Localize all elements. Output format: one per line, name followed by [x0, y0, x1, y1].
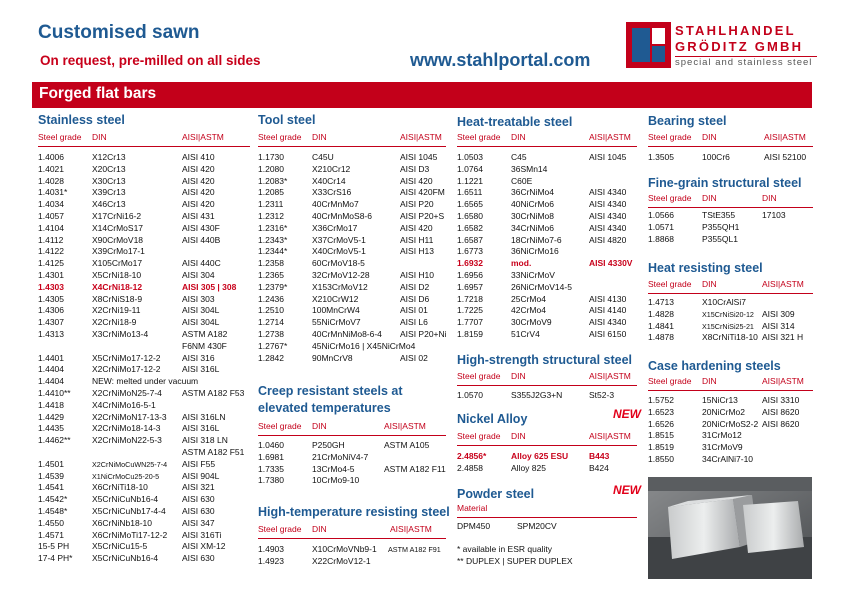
logo-name: STAHLHANDEL GRÖDITZ GMBH: [675, 23, 804, 54]
grade-cell: 1.4404: [38, 364, 64, 375]
section-title-powder: Powder steel: [457, 487, 535, 501]
din-cell: 36CrNiMo4: [511, 187, 554, 198]
grade-cell: 1.4112: [38, 234, 64, 245]
grade-cell: 1.6511: [457, 187, 483, 198]
grade-cell: 1.0764: [457, 163, 483, 174]
din-cell: 34CrAlNi7-10: [702, 453, 754, 464]
din-cell: S355J2G3+N: [511, 390, 563, 400]
din-cell: P355QL1: [702, 233, 738, 244]
grade-cell: 1.4125: [38, 258, 64, 269]
aisi-cell: B443: [589, 451, 610, 461]
din-cell: X4CrNiMo16-5-1: [92, 399, 156, 410]
aisi-cell: AISI 8620: [762, 406, 800, 417]
aisi-cell: ASTM A182 F53: [182, 387, 245, 398]
new-badge-nickel: NEW: [613, 407, 641, 421]
aisi-cell: AISI XM-12: [182, 541, 226, 552]
aisi-cell: AISI 420: [400, 175, 433, 186]
aisi-cell: AISI L6: [400, 317, 428, 328]
section-title-finegrain: Fine-grain structural steel: [648, 176, 802, 190]
din-cell: 36SMn14: [511, 163, 548, 174]
din-cell: 30CrNiMo8: [511, 210, 554, 221]
footnote-duplex: ** DUPLEX | SUPER DUPLEX: [457, 556, 573, 566]
grade-cell: 1.4923: [258, 555, 284, 566]
grade-cell: 1.4429: [38, 411, 64, 422]
grade-cell: 1.6956: [457, 269, 483, 280]
din-cell: X2CrNiMoN17-13-3: [92, 411, 167, 422]
logo-mark-icon: [626, 22, 671, 68]
grade-cell: 1.2767*: [258, 340, 288, 351]
table-header-bearing: Steel grade DIN AISI|ASTM: [648, 132, 813, 147]
banner-title: Forged flat bars: [39, 85, 157, 102]
grade-cell: 1.4542*: [38, 494, 68, 505]
din-cell: 20NiCrMo2: [702, 406, 745, 417]
grade-cell: 1.2085: [258, 187, 284, 198]
din-cell: X4CrNi18-12: [92, 281, 143, 292]
din-cell: TStE355: [702, 210, 736, 220]
section-title-hightemp: High-temperature resisting steel: [258, 505, 450, 519]
din-cell: X2CrNiMoN22-5-3: [92, 435, 162, 446]
grade-cell: 1.4401: [38, 352, 64, 363]
grade-cell: 1.6957: [457, 281, 483, 292]
aisi-cell: AISI 440B: [182, 234, 221, 245]
din-cell: 21CrMoNiV4-7: [312, 451, 369, 462]
din-cell: X8CrNiTi18-10: [702, 332, 758, 343]
aisi-cell: AISI 420: [400, 222, 433, 233]
grade-cell: 2.4858: [457, 462, 483, 473]
aisi-cell: AISI 410: [182, 152, 215, 162]
grade-cell: 1.4404: [38, 376, 64, 387]
grade-cell: 1.4021: [38, 163, 64, 174]
grade-cell: 1.2343*: [258, 234, 288, 245]
aisi-cell: AISI 316LN: [182, 411, 226, 422]
grade-cell: 1.4057: [38, 210, 64, 221]
din-cell: X2CrNiMoN25-7-4: [92, 387, 162, 398]
aisi-cell: AISI P20: [400, 199, 434, 210]
din-cell: X3CrNiMo13-4: [92, 328, 149, 339]
din-cell: 25CrMo4: [511, 293, 546, 304]
table-header-stainless: Steel grade DIN AISI|ASTM: [38, 132, 250, 147]
aisi-cell: AISI F55: [182, 458, 216, 469]
aisi-cell: AISI 304: [182, 269, 215, 280]
din-cell: X40CrMoV5-1: [312, 246, 366, 257]
grade-cell: 1.4903: [258, 544, 284, 554]
grade-cell: 1.2365: [258, 269, 284, 280]
table-header-powder: Material: [457, 503, 637, 518]
aisi-cell: AISI 316Ti: [182, 529, 222, 540]
din-cell: 55NiCrMoV7: [312, 317, 361, 328]
aisi-cell: ASTM A182: [182, 328, 228, 339]
din-cell: mod.: [511, 258, 532, 269]
aisi-cell: AISI 420: [182, 163, 215, 174]
din-cell: Alloy 625 ESU: [511, 451, 569, 461]
grade-cell: 15-5 PH: [38, 541, 70, 552]
grade-cell: 1.8550: [648, 453, 674, 464]
din-cell: 100Cr6: [702, 152, 730, 162]
grade-cell: 1.7225: [457, 305, 483, 316]
page-title: Customised sawn: [38, 22, 200, 43]
grade-cell: 1.4878: [648, 332, 674, 343]
table-header-casehard: Steel grade DIN AISI|ASTM: [648, 376, 813, 391]
aisi-cell: AISI 630: [182, 553, 215, 564]
aisi-cell: AISI 630: [182, 494, 215, 505]
din-cell: SPM20CV: [517, 521, 557, 531]
din-cell: X40Cr14: [312, 175, 346, 186]
grade-cell: 1.2316*: [258, 222, 288, 233]
grade-cell: 1.2842: [258, 352, 284, 363]
aisi-cell: AISI 316L: [182, 364, 220, 375]
aisi-cell: AISI 4340: [589, 210, 627, 221]
grade-cell: 1.4418: [38, 399, 64, 410]
din-cell: 13CrMo4-5: [312, 463, 355, 474]
aisi-cell: AISI D6: [400, 293, 430, 304]
aisi-cell: AISI 8620: [762, 418, 800, 429]
grade-cell: 1.6565: [457, 199, 483, 210]
aisi-cell: F6NM 430F: [182, 340, 227, 351]
grade-cell: 1.8159: [457, 328, 483, 339]
table-header-heattreat: Steel grade DIN AISI|ASTM: [457, 132, 637, 147]
din-cell: X39CrMo17-1: [92, 246, 145, 257]
grade-cell: 1.4539: [38, 470, 64, 481]
table-header-heatresist: Steel grade DIN AISI|ASTM: [648, 279, 813, 294]
grade-cell: 1.4410**: [38, 387, 71, 398]
din-cell: X33CrS16: [312, 187, 352, 198]
grade-cell: 1.7335: [258, 463, 284, 474]
section-title-nickel: Nickel Alloy: [457, 412, 528, 426]
grade-cell: 1.4301: [38, 269, 64, 280]
grade-cell: 1.2083*: [258, 175, 288, 186]
grade-cell: 1.2379*: [258, 281, 288, 292]
grade-cell: 1.0460: [258, 440, 284, 450]
grade-cell: 1.6580: [457, 210, 483, 221]
din-cell: X210CrW12: [312, 293, 359, 304]
aisi-cell: AISI 347: [182, 517, 215, 528]
grade-cell: 1.0566: [648, 210, 674, 220]
aisi-cell: AISI 430F: [182, 222, 220, 233]
aisi-cell: AISI 02: [400, 352, 428, 363]
din-cell: X8CrNiS18-9: [92, 293, 143, 304]
table-header-highstrength: Steel grade DIN AISI|ASTM: [457, 371, 637, 386]
aisi-cell: AISI D2: [400, 281, 430, 292]
din-cell: 31CrMoV9: [702, 442, 743, 453]
aisi-cell: AISI 304L: [182, 317, 220, 328]
aisi-cell: AISI 316: [182, 352, 215, 363]
aisi-cell: ASTM A182 F91: [388, 545, 441, 554]
grade-cell: 1.4305: [38, 293, 64, 304]
grade-cell: 1.2714: [258, 317, 284, 328]
table-header-hightemp: Steel grade DIN AISI|ASTM: [258, 524, 446, 539]
aisi-cell: AISI P20+Ni: [400, 328, 447, 339]
din-cell: 40CrMnMoS8-6: [312, 210, 372, 221]
din-cell: X2CrNi19-11: [92, 305, 141, 316]
din-cell: X12Cr13: [92, 152, 126, 162]
din-cell: 32CrMoV12-28: [312, 269, 370, 280]
aisi-cell: ASTM A182 F51: [182, 446, 245, 457]
aisi-cell: AISI 304L: [182, 305, 220, 316]
section-title-heatresist: Heat resisting steel: [648, 261, 763, 275]
grade-cell: 1.4462**: [38, 435, 71, 446]
aisi-cell: AISI 303: [182, 293, 215, 304]
din-cell: X6CrNiTi18-10: [92, 482, 148, 493]
section-title-creep: Creep resistant steels at elevated temperatures: [258, 384, 403, 415]
section-title-highstrength: High-strength structural steel: [457, 353, 633, 367]
grade-cell: 1.7380: [258, 475, 284, 486]
grade-cell: 1.2358: [258, 258, 284, 269]
grade-cell: 1.4541: [38, 482, 64, 493]
grade-cell: 1.5752: [648, 395, 674, 405]
grade-cell: 1.2312: [258, 210, 284, 221]
din-cell: C60E: [511, 175, 533, 186]
din-cell: 42CrMo4: [511, 305, 546, 316]
din-cell: 40NiCrMo6: [511, 199, 554, 210]
aisi-cell: ASTM A105: [384, 440, 430, 450]
din-cell: P355QH1: [702, 221, 740, 232]
din-cell: C45U: [312, 152, 334, 162]
grade-cell: 1.8519: [648, 442, 674, 453]
grade-cell: 1.4303: [38, 281, 64, 292]
grade-cell: 1.4550: [38, 517, 64, 528]
grade-cell: 1.8515: [648, 430, 674, 441]
din-cell: NEW: melted under vacuum: [92, 376, 199, 387]
din-cell: 33NiCrMoV: [511, 269, 555, 280]
din-cell: X15CrNiSi20-12: [702, 309, 754, 319]
grade-cell: 1.4501: [38, 458, 64, 469]
new-badge-powder: NEW: [613, 483, 641, 497]
aisi-cell: 17103: [762, 210, 786, 220]
din-cell: X5CrNi18-10: [92, 269, 142, 280]
din-cell: X20Cr13: [92, 163, 126, 174]
grade-cell: 1.2080: [258, 163, 284, 174]
grade-cell: 1.4713: [648, 297, 674, 307]
company-logo: [626, 22, 816, 74]
aisi-cell: AISI 440C: [182, 258, 221, 269]
aisi-cell: AISI 420: [182, 187, 215, 198]
aisi-cell: AISI 4330V: [589, 258, 633, 269]
grade-cell: 1.4571: [38, 529, 64, 540]
aisi-cell: AISI 420FM: [400, 187, 445, 198]
aisi-cell: AISI 4340: [589, 222, 627, 233]
grade-cell: 1.6523: [648, 406, 674, 417]
aisi-cell: AISI 420: [182, 199, 215, 210]
din-cell: 34CrNiMo6: [511, 222, 554, 233]
grade-cell: 1.4548*: [38, 505, 68, 516]
din-cell: 36NiCrMo16: [511, 246, 559, 257]
din-cell: X36CrMo17: [312, 222, 358, 233]
grade-cell: 1.8868: [648, 233, 674, 244]
aisi-cell: AISI 4340: [589, 187, 627, 198]
aisi-cell: AISI 1045: [589, 152, 627, 162]
din-cell: X5CrNiCu15-5: [92, 541, 148, 552]
aisi-cell: AISI 420: [182, 175, 215, 186]
grade-cell: 1.2436: [258, 293, 284, 304]
din-cell: 15NiCr13: [702, 395, 738, 405]
din-cell: X39Cr13: [92, 187, 126, 198]
din-cell: X37CrMoV5-1: [312, 234, 366, 245]
aisi-cell: AISI 630: [182, 505, 215, 516]
din-cell: 60CrMoV18-5: [312, 258, 365, 269]
aisi-cell: St52-3: [589, 390, 615, 400]
din-cell: X2CrNiMo18-14-3: [92, 423, 161, 434]
din-cell: 51CrV4: [511, 328, 540, 339]
grade-cell: 1.6587: [457, 234, 483, 245]
grade-cell: 1.2344*: [258, 246, 288, 257]
section-title-casehard: Case hardening steels: [648, 359, 781, 373]
grade-cell: 1.4841: [648, 320, 674, 331]
grade-cell: DPM450: [457, 521, 491, 531]
section-title-bearing: Bearing steel: [648, 114, 727, 128]
steel-blocks-image: [648, 477, 812, 579]
aisi-cell: AISI 321: [182, 482, 215, 493]
din-cell: X5CrNiCuNb17-4-4: [92, 505, 166, 516]
aisi-cell: AISI P20+S: [400, 210, 445, 221]
grade-cell: 1.6981: [258, 451, 284, 462]
grade-cell: 1.4006: [38, 152, 64, 162]
grade-cell: 2.4856*: [457, 451, 487, 461]
table-header-nickel: Steel grade DIN AISI|ASTM: [457, 431, 637, 446]
din-cell: X15CrNiSi25-21: [702, 321, 754, 331]
din-cell: X30Cr13: [92, 175, 126, 186]
grade-cell: 1.4122: [38, 246, 64, 257]
grade-cell: 1.0571: [648, 221, 674, 232]
din-cell: X2CrNiMo17-12-2: [92, 364, 161, 375]
din-cell: X10CrAlSi7: [702, 297, 746, 307]
grade-cell: 1.3505: [648, 152, 674, 162]
grade-cell: 1.4031*: [38, 187, 68, 198]
grade-cell: 1.6582: [457, 222, 483, 233]
aisi-cell: AISI H10: [400, 269, 435, 280]
din-cell: X5CrNiCuNb16-4: [92, 494, 159, 505]
aisi-cell: AISI 52100: [764, 152, 807, 162]
table-header-finegrain: Steel grade DIN DIN: [648, 193, 813, 208]
aisi-cell: AISI 318 LN: [182, 435, 228, 446]
din-cell: Alloy 825: [511, 462, 546, 473]
din-cell: 40CrMnNiMo8-6-4: [312, 328, 382, 339]
din-cell: X22CrMoV12-1: [312, 555, 371, 566]
din-cell: C45: [511, 152, 527, 162]
din-cell: 40CrMnMo7: [312, 199, 359, 210]
grade-cell: 1.4307: [38, 317, 64, 328]
aisi-cell: ASTM A182 F11: [384, 463, 446, 474]
aisi-cell: AISI 4130: [589, 293, 627, 304]
page-subtitle: On request, pre-milled on all sides: [40, 53, 261, 68]
grade-cell: 1.0570: [457, 390, 483, 400]
grade-cell: 1.4034: [38, 199, 64, 210]
din-cell: X2CrNi18-9: [92, 317, 137, 328]
grade-cell: 1.6773: [457, 246, 483, 257]
din-cell: 31CrMo12: [702, 430, 742, 441]
grade-cell: 1.7218: [457, 293, 483, 304]
grade-cell: 1.4828: [648, 308, 674, 319]
din-cell: 90MnCrV8: [312, 352, 353, 363]
section-title-stainless: Stainless steel: [38, 113, 125, 127]
grade-cell: 1.1730: [258, 152, 284, 162]
section-title-heattreat: Heat-treatable steel: [457, 115, 573, 129]
din-cell: X46Cr13: [92, 199, 126, 210]
table-header-creep: Steel grade DIN AISI|ASTM: [258, 421, 446, 436]
din-cell: X6CrNiNb18-10: [92, 517, 152, 528]
grade-cell: 1.2510: [258, 305, 284, 316]
section-title-tool: Tool steel: [258, 113, 316, 127]
aisi-cell: AISI 6150: [589, 328, 627, 339]
aisi-cell: AISI 1045: [400, 152, 438, 162]
aisi-cell: AISI 305 | 308: [182, 281, 237, 292]
aisi-cell: AISI 01: [400, 305, 428, 316]
aisi-cell: AISI 4340: [589, 199, 627, 210]
din-cell: 30CrMoV9: [511, 317, 552, 328]
aisi-cell: AISI 309: [762, 308, 795, 319]
aisi-cell: AISI 3310: [762, 395, 800, 405]
aisi-cell: AISI 431: [182, 210, 215, 221]
grade-cell: 1.7707: [457, 317, 483, 328]
aisi-cell: AISI D3: [400, 163, 430, 174]
din-cell: X153CrMoV12: [312, 281, 368, 292]
din-cell: X90CrMoV18: [92, 234, 144, 245]
aisi-cell: AISI 4820: [589, 234, 627, 245]
grade-cell: 1.6526: [648, 418, 674, 429]
din-cell: 18CrNiMo7-6: [511, 234, 562, 245]
din-cell: 26NiCrMoV14-5: [511, 281, 572, 292]
din-cell: X210Cr12: [312, 163, 351, 174]
din-cell: X14CrMoS17: [92, 222, 144, 233]
aisi-cell: AISI H13: [400, 246, 435, 257]
din-cell: X5CrNiMo17-12-2: [92, 352, 161, 363]
din-cell: X5CrNiCuNb16-4: [92, 553, 159, 564]
sawn-steel-photo: [648, 477, 812, 579]
aisi-cell: AISI 321 H: [762, 332, 804, 343]
grade-cell: 1.4313: [38, 328, 64, 339]
din-cell: 100MnCrW4: [312, 305, 360, 316]
grade-cell: 1.1221: [457, 175, 483, 186]
aisi-cell: AISI 314: [762, 320, 795, 331]
din-cell: P250GH: [312, 440, 345, 450]
din-cell: 20NiCrMoS2-2: [702, 418, 759, 429]
grade-cell: 1.4028: [38, 175, 64, 186]
din-cell: 10CrMo9-10: [312, 475, 360, 486]
din-cell: X17CrNi16-2: [92, 210, 142, 221]
grade-cell: 1.2738: [258, 328, 284, 339]
website-link[interactable]: www.stahlportal.com: [410, 50, 591, 70]
grade-cell: 1.0503: [457, 152, 483, 162]
din-cell: X2CrNiMoCuWN25-7-4: [92, 459, 168, 469]
din-cell: X1NiCrMoCu25-20-5: [92, 471, 160, 481]
section-banner: [32, 82, 812, 108]
grade-cell: 1.4306: [38, 305, 64, 316]
grade-cell: 1.4435: [38, 423, 64, 434]
aisi-cell: AISI H11: [400, 234, 434, 245]
aisi-cell: AISI 904L: [182, 470, 220, 481]
aisi-cell: AISI 4140: [589, 305, 627, 316]
din-cell: X105CrMo17: [92, 258, 143, 269]
aisi-cell: B424: [589, 462, 609, 473]
din-cell: X6CrNiMoTi17-12-2: [92, 529, 168, 540]
din-cell: 45NiCrMo16 | X45NiCrMo4: [312, 340, 416, 351]
aisi-cell: AISI 316L: [182, 423, 220, 434]
grade-cell: 17-4 PH*: [38, 553, 73, 564]
grade-cell: 1.6932: [457, 258, 483, 269]
din-cell: X10CrMoVNb9-1: [312, 544, 377, 554]
footnote-esr: * available in ESR quality: [457, 544, 552, 554]
table-header-tool: Steel grade DIN AISI|ASTM: [258, 132, 446, 147]
logo-tagline: special and stainless steel: [675, 57, 813, 68]
grade-cell: 1.4104: [38, 222, 64, 233]
aisi-cell: AISI 4340: [589, 317, 627, 328]
grade-cell: 1.2311: [258, 199, 284, 210]
